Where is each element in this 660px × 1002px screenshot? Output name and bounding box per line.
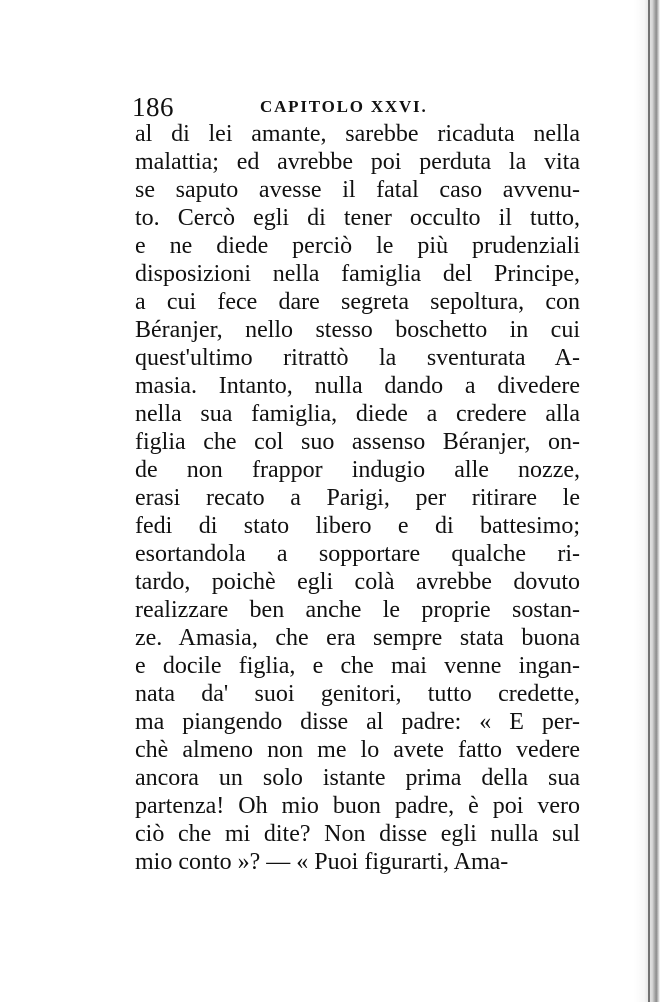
chapter-title: CAPITOLO XXVI. <box>260 97 428 116</box>
page-edge-line <box>648 0 650 1002</box>
text-line: ma piangendo disse al padre: « E per- <box>135 709 580 735</box>
text-line: partenza! Oh mio buon padre, è poi vero <box>135 793 580 819</box>
text-line: al di lei amante, sarebbe ricaduta nella <box>135 121 580 147</box>
text-line: disposizioni nella famiglia del Principe, <box>135 261 580 287</box>
text-line: fedi di stato libero e di battesimo; <box>135 513 580 539</box>
text-line: ciò che mi dite? Non disse egli nulla sul <box>135 821 580 847</box>
text-line-last: mio conto »? — « Puoi figurarti, Ama- <box>135 849 509 875</box>
text-line: quest'ultimo ritrattò la sventurata A- <box>135 345 580 371</box>
text-line: nella sua famiglia, diede a credere alla <box>135 401 580 427</box>
text-line: de non frappor indugio alle nozze, <box>135 457 580 483</box>
page-number: 186 <box>132 92 174 122</box>
text-line: e ne diede perciò le più prudenziali <box>135 233 580 259</box>
text-line: ze. Amasia, che era sempre stata buona <box>135 625 580 651</box>
text-line: Béranjer, nello stesso boschetto in cui <box>135 317 580 343</box>
text-line: a cui fece dare segreta sepoltura, con <box>135 289 580 315</box>
text-line: esortandola a sopportare qualche ri- <box>135 541 580 567</box>
text-line: realizzare ben anche le proprie sostan- <box>135 597 580 623</box>
text-line: nata da' suoi genitori, tutto credette, <box>135 681 580 707</box>
text-line: ancora un solo istante prima della sua <box>135 765 580 791</box>
page-edge-shadow <box>634 0 660 1002</box>
body-text <box>135 120 580 876</box>
page-header <box>132 92 442 122</box>
text-line: masia. Intanto, nulla dando a divedere <box>135 373 580 399</box>
text-line: erasi recato a Parigi, per ritirare le <box>135 485 580 511</box>
text-line: chè almeno non me lo avete fatto vedere <box>135 737 580 763</box>
text-line: to. Cercò egli di tener occulto il tutto, <box>135 205 580 231</box>
text-line: e docile figlia, e che mai venne ingan- <box>135 653 580 679</box>
text-line: tardo, poichè egli colà avrebbe dovuto <box>135 569 580 595</box>
text-line: figlia che col suo assenso Béranjer, on- <box>135 429 580 455</box>
text-line: malattia; ed avrebbe poi perduta la vita <box>135 149 580 175</box>
text-line: se saputo avesse il fatal caso avvenu- <box>135 177 580 203</box>
